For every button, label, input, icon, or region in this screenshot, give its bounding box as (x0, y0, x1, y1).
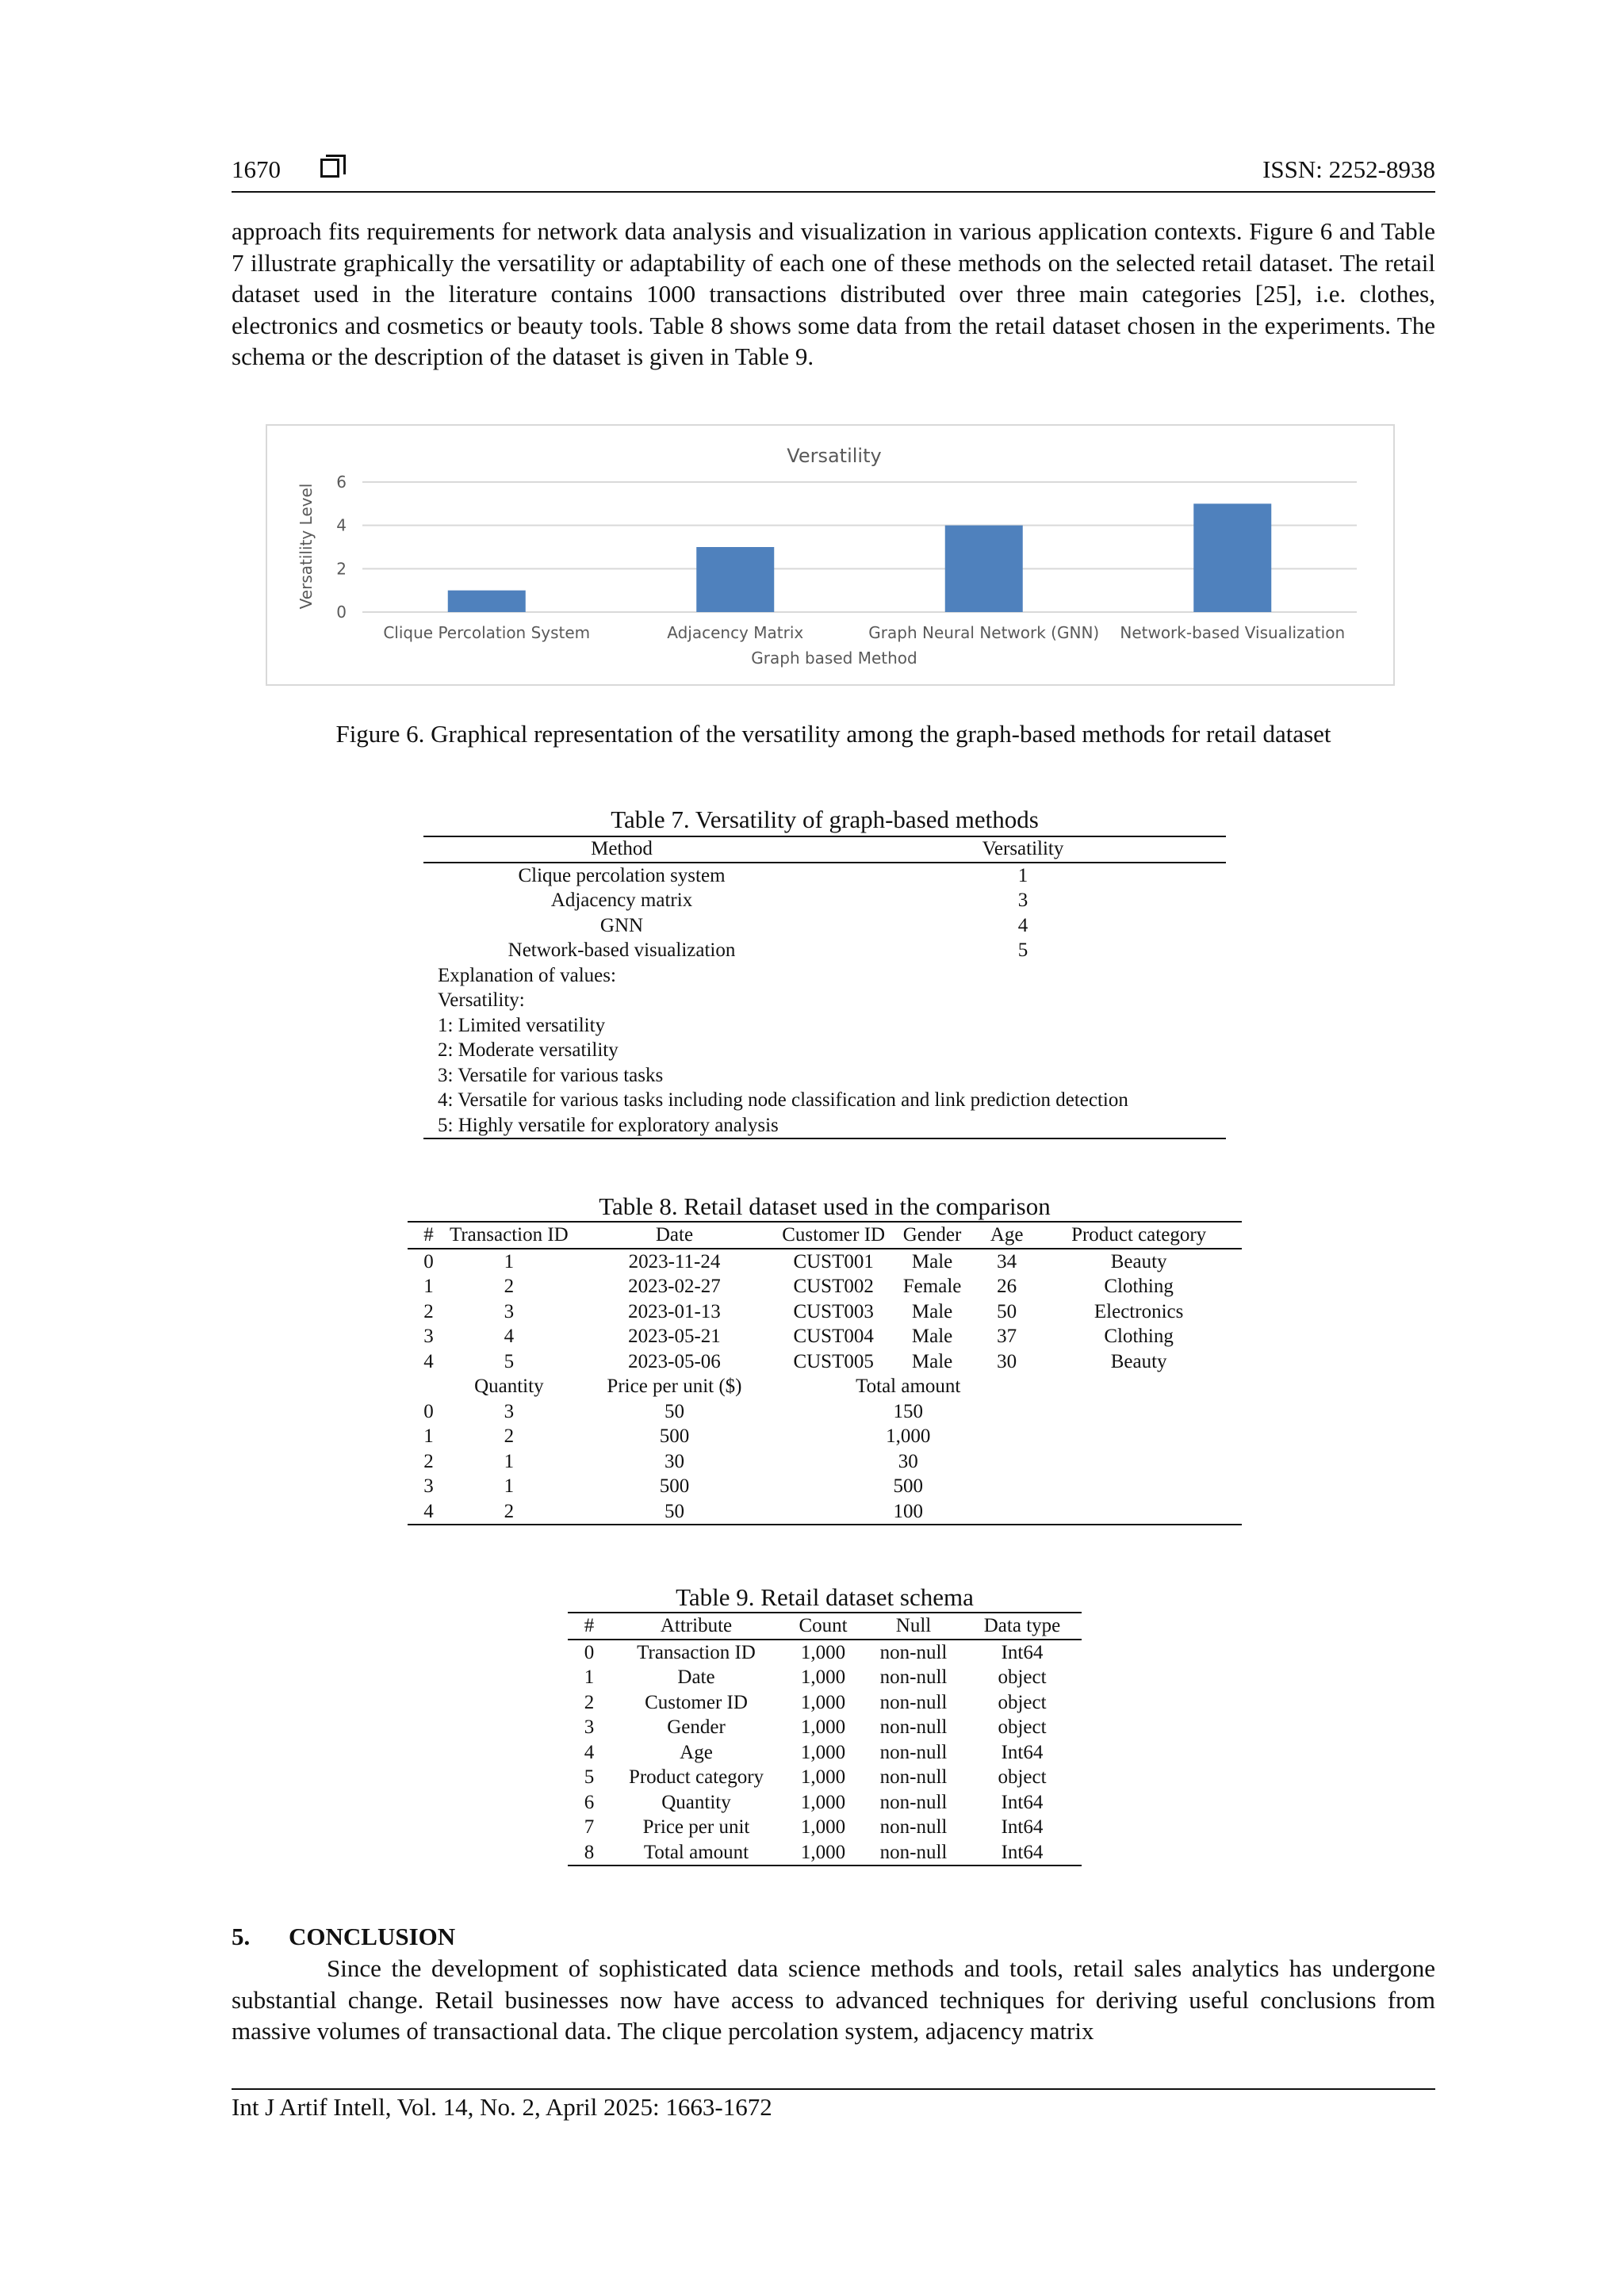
table8-empty-cell (1036, 1499, 1242, 1525)
table7-note: Versatility: (438, 989, 525, 1011)
table9-cell: non-null (879, 1741, 948, 1763)
table9-cell: 3 (584, 1716, 595, 1738)
table-row (568, 1790, 1082, 1816)
table8-header-cell: Transaction ID (450, 1222, 569, 1249)
table8-subheader-cell (408, 1374, 450, 1399)
table9-cell: Int64 (1001, 1741, 1044, 1763)
footer-divider (232, 2088, 1435, 2090)
table9-header-row (568, 1613, 1082, 1640)
table9-header-cell: Null (864, 1613, 963, 1640)
table8-cell: 3 (423, 1326, 434, 1347)
table8-cell: 3 (504, 1300, 515, 1322)
issn-label: ISSN: 2252-8938 (1262, 155, 1435, 183)
chart-y-axis-label: Versatility Level (297, 483, 316, 610)
table7-header-versatility: Versatility (820, 836, 1226, 863)
table7-note: 2: Moderate versatility (438, 1039, 619, 1061)
table-row (408, 1349, 1242, 1375)
table9-cell: 5 (584, 1766, 595, 1788)
table-row (408, 1474, 1242, 1499)
table7-method: GNN (599, 914, 644, 936)
header-divider (232, 191, 1435, 193)
chart-y-tick-label: 2 (336, 559, 347, 579)
table9-cell: non-null (879, 1766, 948, 1788)
table8-subheader-cell: Total amount (856, 1376, 961, 1397)
table7-note-row (423, 1088, 1226, 1113)
table8-cell: 50 (997, 1300, 1017, 1322)
table9-header-cell: Count (782, 1613, 864, 1640)
table-row (568, 1840, 1082, 1866)
table8-header-cell: Date (569, 1222, 781, 1249)
table8-cell: CUST004 (793, 1326, 874, 1347)
table8-cell: 500 (659, 1475, 690, 1497)
table8-subheader-cell: Quantity (474, 1376, 544, 1397)
table8-cell: 2 (423, 1300, 434, 1322)
table7 (423, 836, 1226, 1139)
conclusion-paragraph: Since the development of sophisticated data science methods and tools, retail sales analytics has undergone substantial change. Retail businesses now have access to advanced techniques for deriving useful conclusions from massive volumes of transactional data. The clique percolation system, adjacency matrix (232, 1954, 1435, 2045)
table8-cell: 1,000 (886, 1425, 931, 1447)
table7-note: Explanation of values: (438, 964, 616, 986)
table7-method: Clique percolation system (518, 864, 726, 886)
table7-versatility: 3 (1017, 890, 1028, 911)
table9-cell: 1,000 (782, 1840, 864, 1866)
table8-cell: 1 (423, 1425, 434, 1447)
table9 (568, 1612, 1082, 1866)
table7-header-row (423, 836, 1226, 863)
table8-cell: 2023-01-13 (628, 1300, 721, 1322)
table-row (423, 913, 1226, 939)
table8 (408, 1221, 1242, 1525)
section-number: 5. (232, 1923, 251, 1950)
table7-method: Adjacency matrix (550, 890, 693, 911)
table7-note: 1: Limited versatility (438, 1014, 606, 1036)
table8-cell: 3 (504, 1400, 515, 1422)
chart-x-tick-label: Clique Percolation System (383, 623, 591, 642)
table8-cell: 0 (423, 1250, 434, 1272)
table7-note-row (423, 1113, 1226, 1139)
table9-cell: 4 (584, 1741, 595, 1763)
chart-bar (1193, 503, 1271, 612)
table9-cell: non-null (864, 1840, 963, 1866)
table8-cell: Female (902, 1276, 962, 1297)
table9-cell: Int64 (1001, 1791, 1044, 1813)
chart-x-tick-label: Adjacency Matrix (667, 623, 804, 642)
table9-cell: non-null (879, 1641, 948, 1663)
table9-header-cell: # (568, 1613, 611, 1640)
table8-empty-cell (1036, 1374, 1242, 1399)
chart-y-tick-label: 4 (336, 515, 347, 535)
table8-cell: 2023-05-21 (628, 1326, 721, 1347)
chart-bars (448, 503, 1272, 612)
table9-cell: 1,000 (800, 1641, 846, 1663)
table-row (568, 1665, 1082, 1690)
table9-cell: Age (680, 1741, 713, 1763)
table8-cell: 2 (423, 1450, 434, 1472)
table8-cell: 26 (997, 1276, 1017, 1297)
table9-cell: 0 (584, 1641, 595, 1663)
chart-x-axis-label: Graph based Method (751, 649, 917, 668)
chart-y-tick-label: 0 (336, 603, 347, 622)
table9-cell: Int64 (1001, 1816, 1044, 1838)
table8-header-cell: Product category (1036, 1222, 1242, 1249)
table7-versatility: 5 (1017, 939, 1028, 961)
table-row (423, 888, 1226, 913)
table8-cell: 4 (408, 1499, 450, 1525)
table7-header-method: Method (423, 836, 820, 863)
table9-cell: non-null (879, 1816, 948, 1838)
table7-versatility: 4 (1017, 914, 1028, 936)
page-box-icon (320, 159, 339, 178)
table8-cell: 30 (997, 1350, 1017, 1372)
table-row (568, 1765, 1082, 1790)
table9-cell: Int64 (1001, 1641, 1044, 1663)
table8-cell: 4 (423, 1350, 434, 1372)
table9-cell: Product category (628, 1766, 764, 1788)
table8-empty-cell (1036, 1449, 1242, 1475)
table9-cell: non-null (879, 1667, 948, 1688)
table-row (568, 1690, 1082, 1716)
table8-cell: Clothing (1104, 1276, 1174, 1297)
table7-note: 5: Highly versatile for exploratory analysis (423, 1113, 1226, 1139)
table8-cell: 30 (898, 1450, 918, 1472)
table9-cell: 1,000 (800, 1667, 846, 1688)
table9-cell: 2 (584, 1691, 595, 1713)
table8-cell: 37 (997, 1326, 1017, 1347)
table9-cell: 1,000 (800, 1691, 846, 1713)
table-row (408, 1399, 1242, 1425)
table8-cell: 2023-11-24 (628, 1250, 721, 1272)
table8-cell: Male (911, 1250, 953, 1272)
table8-cell: 3 (423, 1475, 434, 1497)
versatility-chart-svg (267, 426, 1396, 687)
table-row (408, 1274, 1242, 1299)
chart-title: Versatility (787, 445, 882, 467)
table8-cell: 1 (504, 1475, 515, 1497)
table8-cell: 5 (504, 1350, 515, 1372)
table8-cell: 0 (423, 1400, 434, 1422)
table8-header-cell: Gender (887, 1222, 978, 1249)
table8-cell: CUST005 (793, 1350, 874, 1372)
table-row (408, 1299, 1242, 1325)
table9-cell: Total amount (611, 1840, 782, 1866)
table7-note-row (423, 1038, 1226, 1063)
table8-cell: Beauty (1110, 1350, 1167, 1372)
table9-cell: 1,000 (800, 1766, 846, 1788)
table9-header-cell: Attribute (611, 1613, 782, 1640)
table9-cell: 1,000 (800, 1791, 846, 1813)
table8-cell: Male (911, 1326, 953, 1347)
table8-cell: 1 (504, 1450, 515, 1472)
table8-cell: Male (911, 1350, 953, 1372)
table-row (408, 1424, 1242, 1449)
table9-cell: non-null (879, 1691, 948, 1713)
table9-cell: object (998, 1691, 1047, 1713)
table9-title: Table 9. Retail dataset schema (676, 1583, 974, 1611)
table9-cell: Transaction ID (637, 1641, 756, 1663)
table8-header-row (408, 1222, 1242, 1249)
table8-cell: CUST001 (793, 1250, 874, 1272)
table8-cell: Male (911, 1300, 953, 1322)
section-title: CONCLUSION (289, 1923, 456, 1950)
chart-bar (945, 526, 1023, 612)
table7-versatility: 1 (1017, 864, 1028, 886)
table9-cell: Date (677, 1667, 715, 1688)
table9-cell: non-null (879, 1791, 948, 1813)
chart-x-tick-label: Graph Neural Network (GNN) (868, 623, 1100, 642)
table8-cell: 50 (569, 1499, 781, 1525)
table9-cell: object (998, 1766, 1047, 1788)
section-heading (232, 1923, 455, 1951)
intro-paragraph: approach fits requirements for network data analysis and visualization in various application contexts. Figure 6 and Table 7 illustrate graphically the versatility or adaptability of each one of these methods on the selected retail dataset. The retail dataset used in the literature contains 1000 transactions distributed over three main categories [25], i.e. clothes, electronics and cosmetics or beauty tools. Table 8 shows some data from the retail dataset chosen in the experiments. The schema or the description of the dataset is given in Table 9. (232, 217, 1435, 370)
table8-cell: 100 (780, 1499, 1036, 1525)
table-row (568, 1815, 1082, 1840)
table7-note-row (423, 1063, 1226, 1089)
table8-cell: Electronics (1094, 1300, 1184, 1322)
figure-caption: Figure 6. Graphical representation of the versatility among the graph-based methods for retail dataset (335, 720, 1331, 748)
table9-cell: object (998, 1716, 1047, 1738)
table8-cell: 150 (893, 1400, 923, 1422)
table-row (568, 1640, 1082, 1666)
table-row (408, 1449, 1242, 1475)
table7-title: Table 7. Versatility of graph-based methods (611, 806, 1039, 833)
table8-cell: 2 (504, 1276, 515, 1297)
table8-cell: 50 (664, 1400, 684, 1422)
table9-header-cell: Data type (963, 1613, 1082, 1640)
table9-cell: Int64 (963, 1840, 1082, 1866)
table8-header-cell: Customer ID (780, 1222, 887, 1249)
table9-cell: 1,000 (800, 1716, 846, 1738)
table7-note-row (423, 963, 1226, 989)
table-row (568, 1740, 1082, 1766)
table8-cell: Beauty (1110, 1250, 1167, 1272)
page-number: 1670 (232, 155, 281, 183)
table8-cell: 500 (659, 1425, 690, 1447)
table9-cell: 8 (568, 1840, 611, 1866)
table8-cell: 2 (450, 1499, 569, 1525)
table-row (423, 938, 1226, 963)
table9-cell: Quantity (661, 1791, 731, 1813)
table8-empty-cell (1036, 1424, 1242, 1449)
table9-cell: 6 (584, 1791, 595, 1813)
table9-cell: 1 (584, 1667, 595, 1688)
table9-cell: Customer ID (645, 1691, 748, 1713)
table-row (408, 1499, 1242, 1525)
table7-note-row (423, 1013, 1226, 1039)
table8-header-cell: # (408, 1222, 450, 1249)
table-row (408, 1249, 1242, 1275)
table9-cell: 7 (584, 1816, 595, 1838)
table9-cell: 1,000 (800, 1741, 846, 1763)
chart-bar (696, 547, 774, 612)
table-row (423, 863, 1226, 889)
table8-empty-cell (1036, 1399, 1242, 1425)
table8-cell: 2023-02-27 (628, 1276, 721, 1297)
table-row (408, 1324, 1242, 1349)
table7-note: 4: Versatile for various tasks including node classification and link prediction detection (438, 1089, 1128, 1111)
table8-cell: CUST002 (793, 1276, 874, 1297)
table9-cell: object (998, 1667, 1047, 1688)
footer-citation: Int J Artif Intell, Vol. 14, No. 2, April 2025: 1663-1672 (232, 2093, 772, 2121)
table8-cell: 2 (504, 1425, 515, 1447)
table7-note-row (423, 988, 1226, 1013)
chart-bar (448, 591, 526, 612)
table8-cell: Clothing (1104, 1326, 1174, 1347)
table8-subheader-row (408, 1374, 1242, 1399)
table9-cell: 1,000 (800, 1816, 846, 1838)
table8-empty-cell (1036, 1474, 1242, 1499)
chart-y-tick-label: 6 (336, 473, 347, 492)
table8-cell: 1 (504, 1250, 515, 1272)
table9-cell: Price per unit (642, 1816, 750, 1838)
table8-cell: 500 (893, 1475, 923, 1497)
chart-x-tick-label: Network-based Visualization (1120, 623, 1346, 642)
table-row (568, 1715, 1082, 1740)
table8-cell: 30 (664, 1450, 684, 1472)
versatility-chart (266, 424, 1395, 686)
table8-cell: 1 (423, 1276, 434, 1297)
table8-title: Table 8. Retail dataset used in the comparison (599, 1192, 1051, 1220)
table7-note: 3: Versatile for various tasks (438, 1064, 664, 1086)
table8-cell: 2023-05-06 (628, 1350, 721, 1372)
table8-header-cell: Age (978, 1222, 1036, 1249)
table9-cell: Gender (667, 1716, 726, 1738)
table8-subheader-cell: Price per unit ($) (607, 1376, 742, 1397)
table8-cell: 34 (997, 1250, 1017, 1272)
table8-cell: 4 (504, 1326, 515, 1347)
table8-cell: CUST003 (793, 1300, 874, 1322)
table9-cell: non-null (879, 1716, 948, 1738)
table7-method: Network-based visualization (508, 939, 736, 961)
